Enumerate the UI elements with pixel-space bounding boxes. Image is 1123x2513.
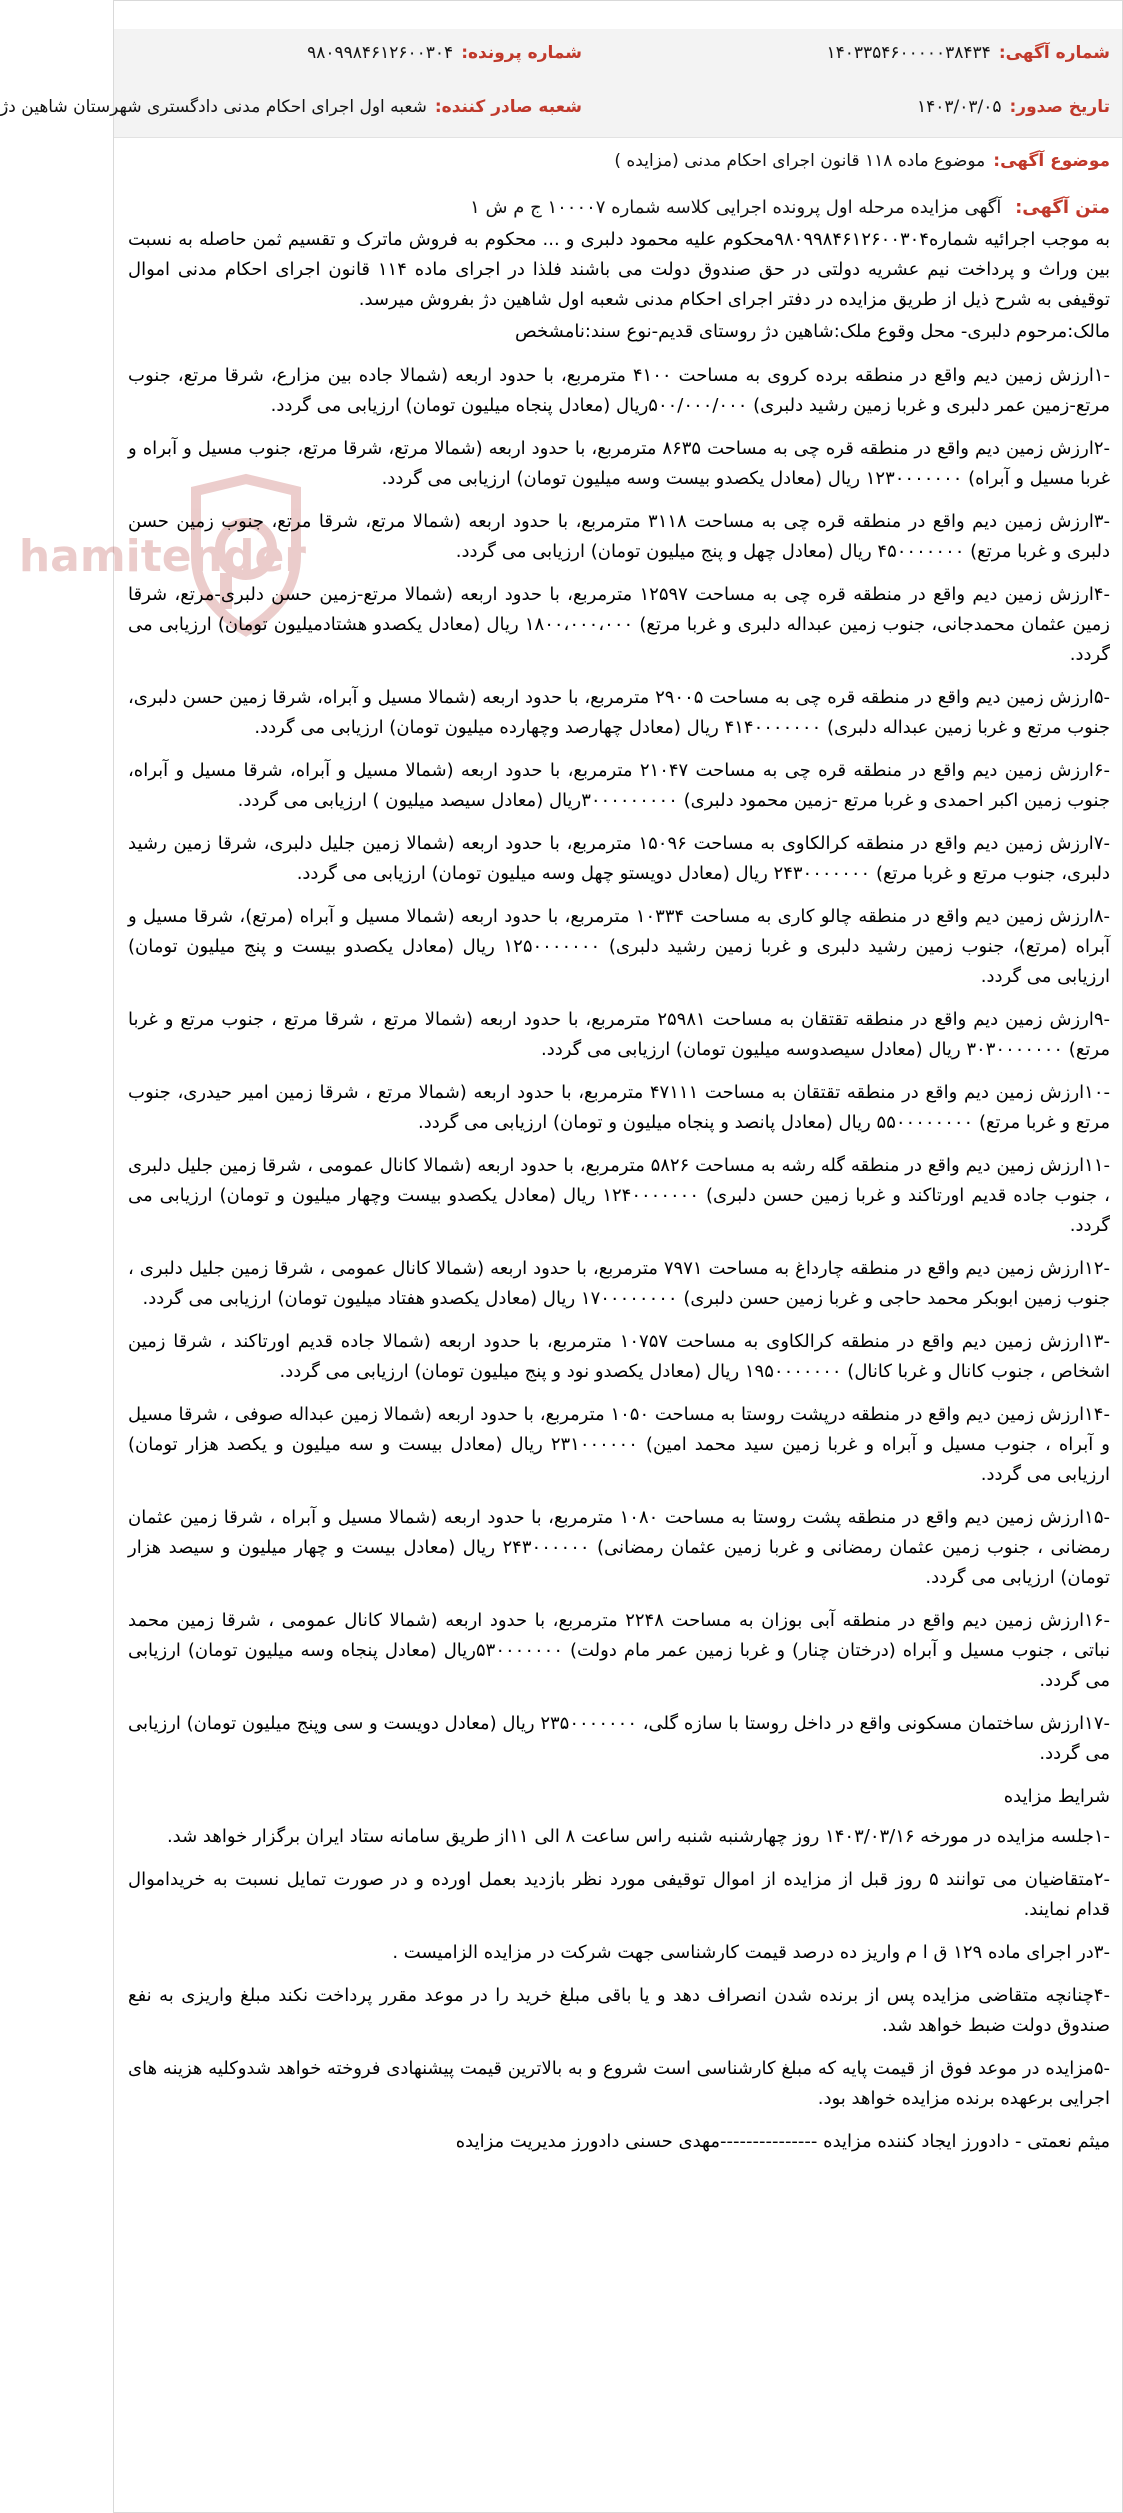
item-11: -۱۱ارزش زمین دیم واقع در منطقه گله رشه به مساحت ۵۸۲۶ مترمربع، با حدود اربعه (شمالا کانال عمومی ، شرقا زمین جلیل دلبری ، جنوب جاده قدیم اورتاکند و غربا زمین حسن دلبری) ۱۲۴۰۰۰۰۰۰۰ ریال (معادل یکصدو بیست وچهار میلیون و تومان) ارزیابی می گردد. bbox=[128, 1155, 1110, 1236]
notice-body bbox=[128, 193, 1110, 2170]
condition-5: -۵مزایده در موعد فوق از قیمت پایه که مبلغ کارشناسی است شروع و به بالاترین قیمت پیشنهادی فروخته خواهد شدوکلیه هزینه های اجرایی برعهده برنده مزایده خواهد بود. bbox=[128, 2058, 1110, 2109]
issue-date-value: ۱۴۰۳/۰۳/۰۵ bbox=[916, 97, 1002, 117]
condition-1: -۱جلسه مزایده در مورخه ۱۴۰۳/۰۳/۱۶ روز چهارشنبه شنبه راس ساعت ۸ الی ۱۱از طریق سامانه ستاد ایران برگزار خواهد شد. bbox=[166, 1826, 1110, 1847]
item-14: -۱۴ارزش زمین دیم واقع در منطقه درپشت روستا به مساحت ۱۰۵۰ مترمربع، با حدود اربعه (شمالا زمین عبداله صوفی ، شرقا مسیل و آبراه ، جنوب مسیل و آبراه و غربا زمین سید محمد امین) ۲۳۱۰۰۰۰۰۰ ریال (معادل بیست و سه میلیون و یکصد هزار تومان) ارزیابی می گردد. bbox=[128, 1404, 1110, 1485]
issuer-label: شعبه صادر کننده: bbox=[434, 97, 582, 117]
item-9: -۹ارزش زمین دیم واقع در منطقه تقتقان به مساحت ۲۵۹۸۱ مترمربع، با حدود اربعه (شمالا مرتع ، شرقا مرتع ، جنوب مرتع و غربا مرتع) ۳۰۳۰۰۰۰۰۰۰ ریال (معادل سیصدوسه میلیون تومان) ارزیابی می گردد. bbox=[128, 1009, 1111, 1060]
item-12: -۱۲ارزش زمین دیم واقع در منطقه چارداغ به مساحت ۷۹۷۱ مترمربع، با حدود اربعه (شمالا کانال عمومی ، شرقا زمین جلیل دلبری ، جنوب زمین ابوبکر محمد حاجی و غربا زمین حسن دلبری) ۱۷۰۰۰۰۰۰۰۰ ریال (معادل یکصدو هفتاد میلیون تومان) ارزیابی می گردد. bbox=[128, 1258, 1110, 1309]
conditions-title: شرایط مزایده bbox=[1003, 1786, 1110, 1807]
text-label: متن آگهی: bbox=[1015, 197, 1110, 218]
file-number bbox=[307, 29, 582, 77]
condition-3: -۳در اجرای ماده ۱۲۹ ق ا م واریز ده درصد قیمت کارشناسی جهت شرکت در مزایده الزامیست . bbox=[392, 1942, 1110, 1963]
item-2: -۲ارزش زمین دیم واقع در منطقه قره چی به مساحت ۸۶۳۵ مترمربع، با حدود اربعه (شمالا مرتع، شرقا مرتع، جنوب مسیل و آبراه و غربا مسیل و آبراه) ۱۲۳۰۰۰۰۰۰۰ ریال (معادل یکصدو بیست وسه میلیون تومان) ارزیابی می گردد. bbox=[128, 438, 1110, 489]
issue-date bbox=[917, 83, 1110, 131]
header-row-1 bbox=[114, 29, 1122, 84]
item-17: -۱۷ارزش ساختمان مسکونی واقع در داخل روستا با سازه گلی، ۲۳۵۰۰۰۰۰۰۰ ریال (معادل دویست و سی وپنج میلیون تومان) ارزیابی می گردد. bbox=[128, 1713, 1111, 1764]
notice-title: آگهی مزایده مرحله اول پرونده اجرایی کلاسه شماره ۱۰۰۰۰۷ ج م ش ۱ bbox=[470, 197, 1002, 218]
item-13: -۱۳ارزش زمین دیم واقع در منطقه کرالکاوی به مساحت ۱۰۷۵۷ مترمربع، با حدود اربعه (شمالا جاده قدیم اورتاکند ، شرقا زمین اشخاص ، جنوب کانال و غربا کانال) ۱۹۵۰۰۰۰۰۰۰ ریال (معادل یکصدو نود و پنج میلیون تومان) ارزیابی می گردد. bbox=[128, 1331, 1110, 1382]
item-10: -۱۰ارزش زمین دیم واقع در منطقه تقتقان به مساحت ۴۷۱۱۱ مترمربع، با حدود اربعه (شمالا مرتع ، شرقا زمین امیر حیدری، جنوب مرتع و غربا مرتع) ۵۵۰۰۰۰۰۰۰۰ ریال (معادل پانصد و پنجاه میلیون و تومان) ارزیابی می گردد. bbox=[128, 1082, 1110, 1133]
condition-4: -۴چنانچه متقاضی مزایده پس از برنده شدن انصراف دهد و یا باقی مبلغ خرید را در موعد مقرر پرداخت نکند مبلغ واریزی به نفع صندوق دولت ضبط خواهد شد. bbox=[128, 1985, 1110, 2036]
item-6: -۶ارزش زمین دیم واقع در منطقه قره چی به مساحت ۲۱۰۴۷ مترمربع، با حدود اربعه (شمالا مسیل و آبراه، شرقا مسیل و آبراه، جنوب زمین اکبر احمدی و غربا مرتع -زمین محمود دلبری) ۳۰۰۰۰۰۰۰۰۰ریال (معادل سیصد میلیون ) ارزیابی می گردد. bbox=[128, 760, 1111, 811]
subject-row bbox=[126, 151, 1110, 171]
header-row-2 bbox=[0, 83, 1122, 138]
condition-2: -۲متقاضیان می توانند ۵ روز قبل از مزایده از اموال توقیفی مورد نظر بازدید بعمل اورده و در صورت تمایل نسبت به خریداموال قدام نمایند. bbox=[128, 1869, 1110, 1920]
item-1: -۱ارزش زمین دیم واقع در منطقه برده کروی به مساحت ۴۱۰۰ مترمربع، با حدود اربعه (شمالا جاده بین مزارع، شرقا مرتع، جنوب مرتع-زمین عمر دلبری و غربا زمین رشید دلبری) ۵۰۰/۰۰۰/۰۰۰ریال (معادل پنجاه میلیون تومان) ارزیابی می گردد. bbox=[128, 365, 1111, 416]
issuer bbox=[0, 83, 582, 131]
ad-number-label: شماره آگهی: bbox=[998, 43, 1110, 63]
item-7: -۷ارزش زمین دیم واقع در منطقه کرالکاوی به مساحت ۱۵۰۹۶ مترمربع، با حدود اربعه (شمالا زمین جلیل دلبری، شرقا زمین رشید دلبری، جنوب مرتع و غربا مرتع) ۲۴۳۰۰۰۰۰۰۰ ریال (معادل دویستو چهل وسه میلیون تومان) ارزیابی می گردد. bbox=[128, 833, 1110, 884]
signature-line: میثم نعمتی - دادورز ایجاد کننده مزایده ---------------مهدی حسنی دادورز مدیریت مزایده bbox=[455, 2131, 1110, 2152]
file-number-value: ۹۸۰۹۹۸۴۶۱۲۶۰۰۳۰۴ bbox=[307, 43, 454, 63]
ad-number bbox=[826, 29, 1110, 77]
item-3: -۳ارزش زمین دیم واقع در منطقه قره چی به مساحت ۳۱۱۸ مترمربع، با حدود اربعه (شمالا مرتع، شرقا مرتع، جنوب زمین حسن دلبری و غربا مرتع) ۴۵۰۰۰۰۰۰۰ ریال (معادل چهل و پنج میلیون تومان) ارزیابی می گردد. bbox=[128, 511, 1110, 562]
subject-label: موضوع آگهی: bbox=[993, 151, 1110, 171]
owner-line: مالک:مرحوم دلبری- محل وقوع ملک:شاهین دژ روستای قدیم-نوع سند:نامشخص bbox=[514, 321, 1110, 342]
subject-value: موضوع ماده ۱۱۸ قانون اجرای احکام مدنی (مزایده ) bbox=[614, 151, 986, 171]
watermark-text: hamitender bbox=[18, 531, 306, 582]
item-4: -۴ارزش زمین دیم واقع در منطقه قره چی به مساحت ۱۲۵۹۷ مترمربع، با حدود اربعه (شمالا مرتع-زمین حسن دلبری-مرتع، شرقا زمین عثمان محمدجانی، جنوب زمین عبداله دلبری و غربا مرتع) ۱۸۰۰،۰۰۰،۰۰۰ ریال (معادل یکصدو هشتادمیلیون تومان) ارزیابی می گردد. bbox=[128, 584, 1110, 665]
issue-date-label: تاریخ صدور: bbox=[1009, 97, 1110, 117]
item-8: -۸ارزش زمین دیم واقع در منطقه چالو کاری به مساحت ۱۰۳۳۴ مترمربع، با حدود اربعه (شمالا مسیل و آبراه (مرتع)، شرقا مسیل و آبراه (مرتع)، جنوب زمین رشید دلبری و غربا زمین رشید دلبری) ۱۲۵۰۰۰۰۰۰۰ ریال (معادل یکصدو بیست و پنج میلیون تومان) ارزیابی می گردد. bbox=[128, 906, 1110, 987]
item-15: -۱۵ارزش زمین دیم واقع در منطقه پشت روستا به مساحت ۱۰۸۰ مترمربع، با حدود اربعه (شمالا مسیل و آبراه ، شرقا زمین عثمان رمضانی ، جنوب زمین عثمان رمضانی و غربا زمین عثمان رمضانی) ۲۴۳۰۰۰۰۰۰ ریال (معادل بیست و چهار میلیون و سیصد هزار تومان) ارزیابی می گردد. bbox=[128, 1507, 1111, 1588]
item-5: -۵ارزش زمین دیم واقع در منطقه قره چی به مساحت ۲۹۰۰۵ مترمربع، با حدود اربعه (شمالا مسیل و آبراه، شرقا زمین حسن دلبری، جنوب مرتع و غربا زمین عبداله دلبری) ۴۱۴۰۰۰۰۰۰۰ ریال (معادل چهارصد وچهارده میلیون تومان) ارزیابی می گردد. bbox=[128, 687, 1110, 738]
issuer-value: شعبه اول اجرای احکام مدنی دادگستری شهرستان شاهین دژ bbox=[0, 97, 427, 117]
ad-number-value: ۱۴۰۳۳۵۴۶۰۰۰۰۰۳۸۴۳۴ bbox=[826, 43, 991, 63]
item-16: -۱۶ارزش زمین دیم واقع در منطقه آبی بوزان به مساحت ۲۲۴۸ مترمربع، با حدود اربعه (شمالا کانال عمومی ، شرقا زمین محمد نباتی ، جنوب مسیل و آبراه (درختان چنار) و غربا زمین عمر مام دولت) ۵۳۰۰۰۰۰۰۰ریال (معادل پنجاه وسه میلیون تومان) ارزیابی می گردد. bbox=[128, 1610, 1111, 1691]
notice-title-line bbox=[128, 193, 1110, 223]
file-number-label: شماره پرونده: bbox=[461, 43, 582, 63]
notice-intro: به موجب اجرائیه شماره۹۸۰۹۹۸۴۶۱۲۶۰۰۳۰۴محکوم علیه محمود دلبری و ... محکوم به فروش ماترک و تقسیم ثمن حاصله به نسبت بین وراث و پرداخت نیم عشریه دولتی در حق صندوق دولت می باشند فلذا در اجرای ماده ۱۱۴ قانون اجرای احکام مدنی اموال توقیفی به شرح ذیل از طریق مزایده در دفتر اجرای احکام مدنی شعبه اول شاهین دژ بفروش میرسد. bbox=[128, 229, 1110, 310]
